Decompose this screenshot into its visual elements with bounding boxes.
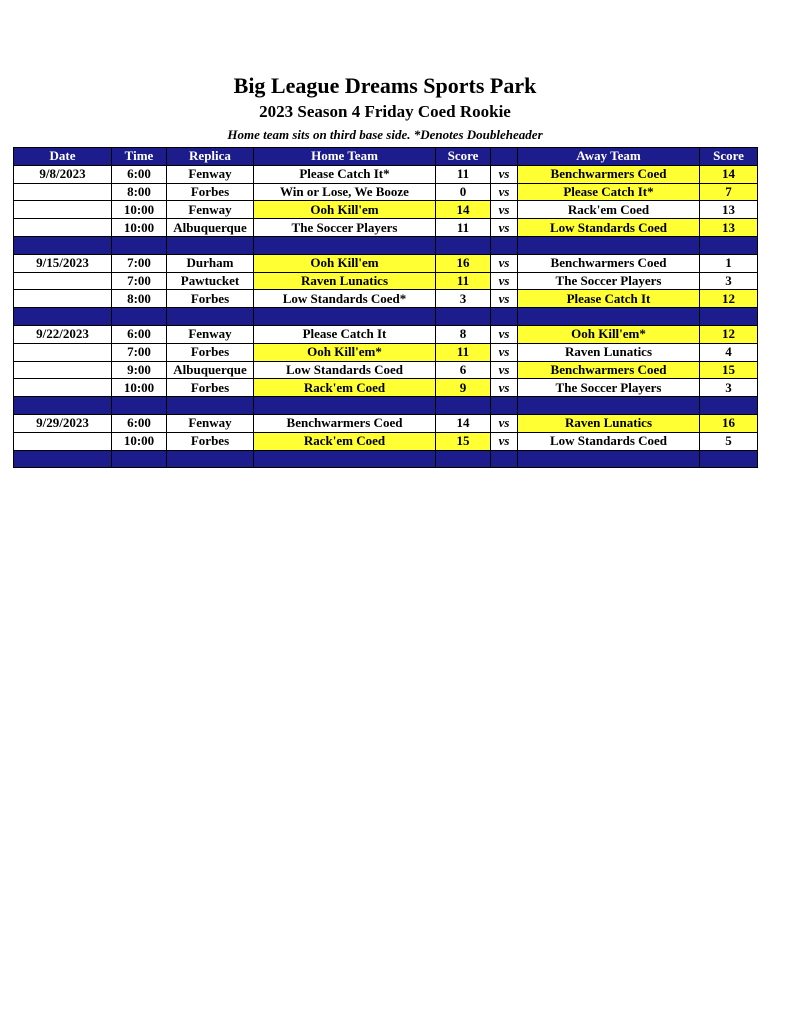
away-team-cell: Low Standards Coed: [518, 219, 700, 237]
separator-cell: [491, 397, 518, 415]
date-cell: [14, 343, 112, 361]
vs-cell: vs: [491, 343, 518, 361]
date-cell: [14, 379, 112, 397]
replica-cell: Forbes: [167, 432, 254, 450]
home-score-cell: 14: [436, 414, 491, 432]
home-score-cell: 9: [436, 379, 491, 397]
replica-cell: Durham: [167, 254, 254, 272]
vs-cell: vs: [491, 201, 518, 219]
separator-cell: [254, 236, 436, 254]
table-row: [14, 414, 758, 432]
replica-cell: Fenway: [167, 201, 254, 219]
replica-cell: Albuquerque: [167, 361, 254, 379]
away-score-cell: 13: [700, 201, 758, 219]
separator-cell: [167, 450, 254, 468]
vs-cell: vs: [491, 414, 518, 432]
separator-cell: [254, 308, 436, 326]
date-cell: [14, 290, 112, 308]
home-team-cell: Please Catch It*: [254, 165, 436, 183]
table-row: [14, 183, 758, 201]
time-cell: 7:00: [112, 254, 167, 272]
date-cell: [14, 219, 112, 237]
date-cell: 9/29/2023: [14, 414, 112, 432]
replica-cell: Forbes: [167, 343, 254, 361]
vs-cell: vs: [491, 183, 518, 201]
date-cell: 9/15/2023: [14, 254, 112, 272]
time-cell: 10:00: [112, 219, 167, 237]
week-separator-row: [14, 397, 758, 415]
away-team-cell: The Soccer Players: [518, 379, 700, 397]
home-score-cell: 14: [436, 201, 491, 219]
date-cell: [14, 272, 112, 290]
away-team-cell: Raven Lunatics: [518, 414, 700, 432]
separator-cell: [167, 397, 254, 415]
replica-cell: Fenway: [167, 414, 254, 432]
col-header-replica: Replica: [167, 148, 254, 166]
date-cell: [14, 201, 112, 219]
replica-cell: Pawtucket: [167, 272, 254, 290]
schedule-table: [13, 147, 758, 468]
home-score-cell: 8: [436, 325, 491, 343]
separator-cell: [112, 236, 167, 254]
away-team-cell: Rack'em Coed: [518, 201, 700, 219]
home-team-cell: Ooh Kill'em: [254, 254, 436, 272]
home-score-cell: 6: [436, 361, 491, 379]
away-team-cell: The Soccer Players: [518, 272, 700, 290]
separator-cell: [254, 397, 436, 415]
replica-cell: Forbes: [167, 379, 254, 397]
home-score-cell: 15: [436, 432, 491, 450]
away-team-cell: Benchwarmers Coed: [518, 165, 700, 183]
away-team-cell: Please Catch It: [518, 290, 700, 308]
table-row: [14, 290, 758, 308]
vs-cell: vs: [491, 272, 518, 290]
replica-cell: Fenway: [167, 325, 254, 343]
away-score-cell: 5: [700, 432, 758, 450]
separator-cell: [112, 308, 167, 326]
time-cell: 6:00: [112, 414, 167, 432]
away-score-cell: 12: [700, 325, 758, 343]
separator-cell: [700, 450, 758, 468]
home-team-cell: The Soccer Players: [254, 219, 436, 237]
table-row: [14, 432, 758, 450]
vs-cell: vs: [491, 254, 518, 272]
separator-cell: [491, 450, 518, 468]
table-row: [14, 201, 758, 219]
table-row: [14, 361, 758, 379]
table-row: [14, 219, 758, 237]
week-separator-row: [14, 450, 758, 468]
separator-cell: [254, 450, 436, 468]
home-score-cell: 11: [436, 165, 491, 183]
table-row: [14, 254, 758, 272]
time-cell: 10:00: [112, 201, 167, 219]
replica-cell: Fenway: [167, 165, 254, 183]
week-separator-row: [14, 236, 758, 254]
vs-cell: vs: [491, 361, 518, 379]
home-score-cell: 11: [436, 219, 491, 237]
table-row: [14, 379, 758, 397]
away-score-cell: 15: [700, 361, 758, 379]
away-score-cell: 1: [700, 254, 758, 272]
away-team-cell: Ooh Kill'em*: [518, 325, 700, 343]
separator-cell: [491, 308, 518, 326]
table-row: [14, 343, 758, 361]
col-header-away-team: Away Team: [518, 148, 700, 166]
separator-cell: [700, 236, 758, 254]
col-header-date: Date: [14, 148, 112, 166]
home-team-cell: Ooh Kill'em*: [254, 343, 436, 361]
separator-cell: [491, 236, 518, 254]
away-team-cell: Benchwarmers Coed: [518, 361, 700, 379]
away-team-cell: Please Catch It*: [518, 183, 700, 201]
vs-cell: vs: [491, 379, 518, 397]
home-score-cell: 16: [436, 254, 491, 272]
separator-cell: [112, 450, 167, 468]
separator-cell: [518, 308, 700, 326]
separator-cell: [518, 450, 700, 468]
col-header-home-team: Home Team: [254, 148, 436, 166]
table-row: [14, 325, 758, 343]
away-score-cell: 13: [700, 219, 758, 237]
away-score-cell: 14: [700, 165, 758, 183]
home-team-cell: Win or Lose, We Booze: [254, 183, 436, 201]
separator-cell: [14, 450, 112, 468]
separator-cell: [167, 236, 254, 254]
home-score-cell: 0: [436, 183, 491, 201]
col-header-vs: [491, 148, 518, 166]
away-score-cell: 3: [700, 379, 758, 397]
replica-cell: Forbes: [167, 183, 254, 201]
separator-cell: [14, 236, 112, 254]
date-cell: [14, 361, 112, 379]
time-cell: 7:00: [112, 272, 167, 290]
home-team-cell: Raven Lunatics: [254, 272, 436, 290]
separator-cell: [518, 236, 700, 254]
date-cell: [14, 432, 112, 450]
col-header-away-score: Score: [700, 148, 758, 166]
time-cell: 8:00: [112, 183, 167, 201]
time-cell: 8:00: [112, 290, 167, 308]
separator-cell: [436, 397, 491, 415]
schedule-note: Home team sits on third base side. *Denotes Doubleheader: [227, 127, 543, 142]
away-team-cell: Raven Lunatics: [518, 343, 700, 361]
separator-cell: [700, 308, 758, 326]
separator-cell: [112, 397, 167, 415]
home-team-cell: Please Catch It: [254, 325, 436, 343]
separator-cell: [14, 397, 112, 415]
date-cell: [14, 183, 112, 201]
home-score-cell: 3: [436, 290, 491, 308]
time-cell: 7:00: [112, 343, 167, 361]
date-cell: 9/22/2023: [14, 325, 112, 343]
col-header-home-score: Score: [436, 148, 491, 166]
page-title: Big League Dreams Sports Park: [233, 73, 537, 98]
week-separator-row: [14, 308, 758, 326]
time-cell: 6:00: [112, 325, 167, 343]
replica-cell: Forbes: [167, 290, 254, 308]
home-team-cell: Rack'em Coed: [254, 432, 436, 450]
home-team-cell: Ooh Kill'em: [254, 201, 436, 219]
separator-cell: [436, 450, 491, 468]
separator-cell: [14, 308, 112, 326]
vs-cell: vs: [491, 290, 518, 308]
vs-cell: vs: [491, 325, 518, 343]
away-score-cell: 12: [700, 290, 758, 308]
date-cell: 9/8/2023: [14, 165, 112, 183]
separator-cell: [436, 308, 491, 326]
separator-cell: [436, 236, 491, 254]
away-team-cell: Low Standards Coed: [518, 432, 700, 450]
time-cell: 10:00: [112, 379, 167, 397]
home-team-cell: Low Standards Coed*: [254, 290, 436, 308]
home-team-cell: Benchwarmers Coed: [254, 414, 436, 432]
separator-cell: [700, 397, 758, 415]
vs-cell: vs: [491, 219, 518, 237]
vs-cell: vs: [491, 165, 518, 183]
table-header-row: [14, 148, 758, 166]
time-cell: 9:00: [112, 361, 167, 379]
home-team-cell: Low Standards Coed: [254, 361, 436, 379]
home-score-cell: 11: [436, 272, 491, 290]
away-score-cell: 16: [700, 414, 758, 432]
table-row: [14, 272, 758, 290]
schedule-body: [14, 165, 758, 468]
away-team-cell: Benchwarmers Coed: [518, 254, 700, 272]
home-team-cell: Rack'em Coed: [254, 379, 436, 397]
separator-cell: [167, 308, 254, 326]
separator-cell: [518, 397, 700, 415]
table-row: [14, 165, 758, 183]
away-score-cell: 3: [700, 272, 758, 290]
time-cell: 6:00: [112, 165, 167, 183]
time-cell: 10:00: [112, 432, 167, 450]
page-subtitle: 2023 Season 4 Friday Coed Rookie: [259, 102, 511, 121]
vs-cell: vs: [491, 432, 518, 450]
replica-cell: Albuquerque: [167, 219, 254, 237]
col-header-time: Time: [112, 148, 167, 166]
away-score-cell: 4: [700, 343, 758, 361]
home-score-cell: 11: [436, 343, 491, 361]
away-score-cell: 7: [700, 183, 758, 201]
